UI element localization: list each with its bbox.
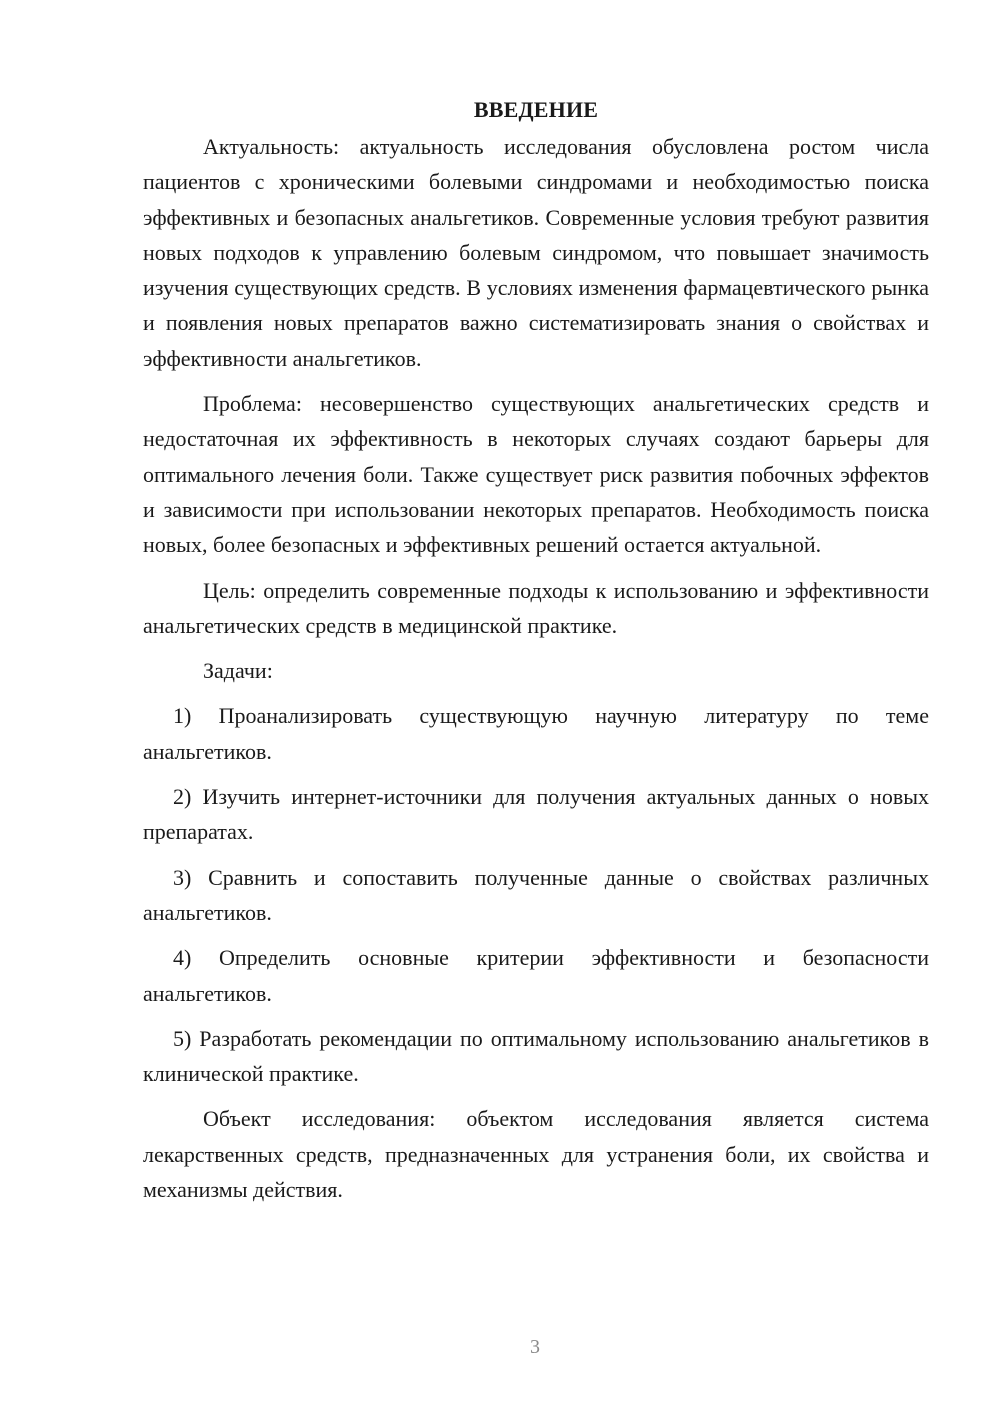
paragraph-object: Объект исследования: объектом исследования является система лекарственных средств, предназначенных для устранения боли, их свойства и механизмы действия. [143, 1106, 929, 1203]
task-item-3: 3) Сравнить и сопоставить полученные данные о свойствах различных анальгетиков. [143, 864, 929, 925]
page-number: 3 [530, 1336, 540, 1358]
section-title: ВВЕДЕНИЕ [473, 97, 599, 122]
task-item-2: 2) Изучить интернет-источники для получения актуальных данных о новых препаратах. [143, 784, 929, 845]
task-item-4: 4) Определить основные критерии эффективности и безопасности анальгетиков. [143, 945, 929, 1006]
task-item-1: 1) Проанализировать существующую научную литературу по теме анальгетиков. [143, 703, 929, 764]
task-item-5: 5) Разработать рекомендации по оптимальному использованию анальгетиков в клинической практике. [143, 1025, 929, 1087]
paragraph-goal: Цель: определить современные подходы к использованию и эффективности анальгетических средств в медицинской практике. [143, 577, 929, 638]
tasks-heading: Задачи: [203, 658, 273, 684]
page-content [143, 92, 929, 1217]
paragraph-relevance: Актуальность: актуальность исследования обусловлена ростом числа пациентов с хроническими болевыми синдромами и необходимостью поиска эффективных и безопасных анальгетиков. Современные условия требуют развития новых подходов к управлению болевым синдромом, что повышает значимость изучения существующих средств. В условиях изменения фармацевтического рынка и появления новых препаратов важно систематизировать знания о свойствах и эффективности анальгетиков. [143, 134, 929, 371]
paragraph-problem: Проблема: несовершенство существующих анальгетических средств и недостаточная их эффективность в некоторых случаях создают барьеры для оптимального лечения боли. Также существует риск развития побочных эффектов и зависимости при использовании некоторых препаратов. Необходимость поиска новых, более безопасных и эффективных решений остается актуальной. [143, 391, 929, 558]
